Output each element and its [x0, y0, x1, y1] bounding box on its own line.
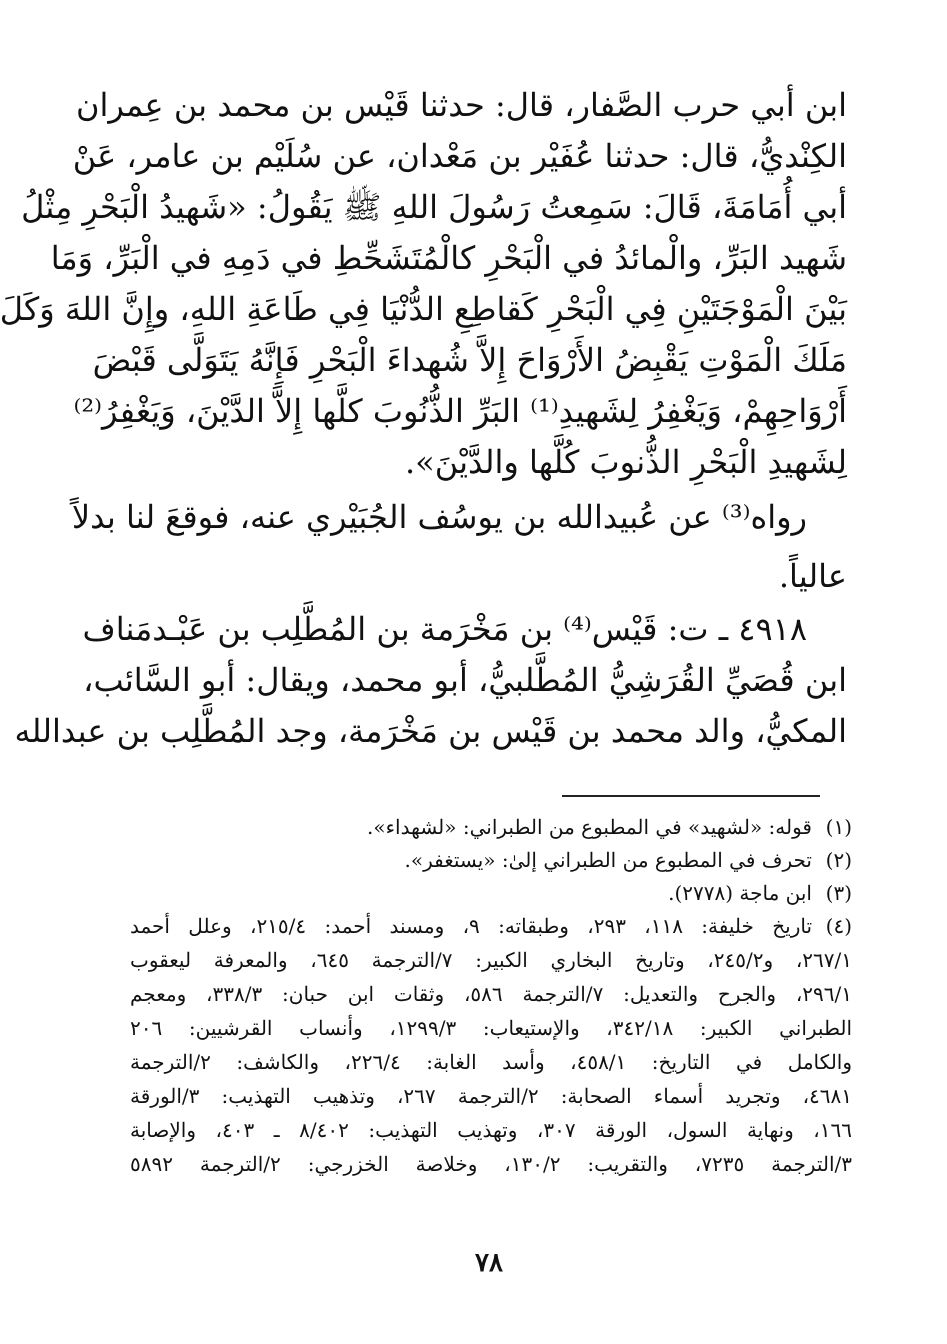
- text-line: رواه⁽³⁾ عن عُبيدالله بن يوسُف الجُبَيْري عنه، فوقعَ لنا بدلاً: [71, 498, 807, 536]
- text-line: شَهيد البَرِّ، والْمائدُ في الْبَحْرِ كالْمُتَشَحِّطِ في دَمِهِ في الْبَرِّ، وَمَا: [50, 239, 847, 277]
- footnote-4: [130, 910, 852, 943]
- footnote-number: (٢): [825, 848, 852, 872]
- text-line: الكِنْديُّ، قال: حدثنا عُفَيْر بن مَعْدان، عن سُلَيْم بن عامر، عَنْ: [72, 137, 847, 175]
- hadith-paragraph: [0, 80, 847, 488]
- footnote-3: [130, 877, 852, 910]
- footnote-number: (١): [825, 815, 852, 839]
- page-number: ٧٨: [475, 1248, 503, 1278]
- footnote-4-line: والكامل في التاريخ: ٤٥٨/١، وأسد الغابة: ٢٢٦/٤، والكاشف: ٢/الترجمة: [130, 1050, 853, 1074]
- text-line: أَرْوَاحِهِمْ، وَيَغْفِرُ لِشَهيدِ⁽¹⁾ البَرِّ الذُّنُوبَ كلَّها إِلاَّ الدَّيْنَ، وَيَغْفِرُ⁽²⁾: [73, 392, 847, 430]
- footnote-4-line: ٤٦٨١، وتجريد أسماء الصحابة: ٢/الترجمة ٢٦٧، وتذهيب التهذيب: ٣/الورقة: [130, 1084, 852, 1108]
- footnote-4-line: ٢٩٦/١، والجرح والتعديل: ٧/الترجمة ٥٨٦، وثقات ابن حبان: ٣٣٨/٣، ومعجم: [130, 982, 852, 1006]
- text-line: بَيْنَ الْمَوْجَتَيْنِ فِي الْبَحْرِ كَقاطِعِ الدُّنْيَا فِي طَاعَةِ اللهِ، وإِنَّ اللهَ وَكَلَ: [0, 290, 847, 328]
- footnote-number: (٣): [825, 881, 852, 905]
- footnote-4-line: الطبراني الكبير: ٣٤٢/١٨، والإستيعاب: ١٢٩٩/٣، وأنساب القرشيين: ٢٠٦: [130, 1016, 852, 1040]
- footnote-divider: [562, 795, 820, 797]
- entry-heading-line: ٤٩١٨ ـ ت: قَيْس⁽⁴⁾ بن مَخْرَمة بن المُطَّلِب بن عَبْـدمَناف: [82, 610, 807, 648]
- footnote-text: ابن ماجة (٢٧٧٨).: [668, 881, 812, 905]
- text-line: عالياً.: [778, 557, 847, 595]
- text-line: ابن قُصَيِّ القُرَشِيُّ المُطَّلبيُّ، أبو محمد، ويقال: أبو السَّائب،: [83, 661, 847, 699]
- footnote-text: تاريخ خليفة: ١١٨، ٢٩٣، وطبقاته: ٩، ومسند أحمد: ٢١٥/٤، وعلل أحمد: [130, 914, 813, 938]
- text-line: ابن أبي حرب الصَّفار، قال: حدثنا قَيْس بن محمد بن عِمران: [76, 86, 847, 124]
- footnote-4-line: ٢٦٧/١، و٢٤٥/٢، وتاريخ البخاري الكبير: ٧/الترجمة ٦٤٥، والمعرفة ليعقوب: [130, 948, 852, 972]
- footnote-4-line: ٣/الترجمة ٧٢٣٥، والتقريب: ١٣٠/٢، وخلاصة الخزرجي: ٢/الترجمة ٥٨٩٢: [130, 1152, 853, 1176]
- footnote-2: [130, 844, 852, 877]
- footnotes-section: [130, 811, 852, 1181]
- narration-paragraph: [71, 492, 847, 602]
- footnote-1: [130, 811, 852, 844]
- footnote-text: تحرف في المطبوع من الطبراني إلىٰ: «يستغفر».: [404, 848, 812, 872]
- text-line: مَلَكَ الْمَوْتِ يَقْبِضُ الأَرْوَاحَ إِلاَّ شُهداءَ الْبَحْرِ فَإِنَّهُ يَتَوَلَّى قَبْضَ: [92, 341, 847, 379]
- text-line: لِشَهيدِ الْبَحْرِ الذُّنوبَ كُلَّها والدَّيْنَ».: [404, 443, 847, 481]
- text-line: أبي أُمَامَةَ، قَالَ: سَمِعتُ رَسُولَ اللهِ ﷺ يَقُولُ: «شَهيدُ الْبَحْرِ مِثْلُ: [21, 188, 847, 226]
- footnote-text: قوله: «لشهيد» في المطبوع من الطبراني: «لشهداء».: [367, 815, 812, 839]
- biography-entry: [14, 604, 847, 757]
- text-line: المكيُّ، والد محمد بن قَيْس بن مَخْرَمة، وجد المُطَّلِب بن عبدالله: [14, 712, 847, 750]
- footnote-4-line: ١٦٦، ونهاية السول، الورقة ٣٠٧، وتهذيب التهذيب: ٨/٤٠٢ ـ ٤٠٣، والإصابة: [130, 1118, 852, 1142]
- footnote-number: (٤): [825, 914, 852, 938]
